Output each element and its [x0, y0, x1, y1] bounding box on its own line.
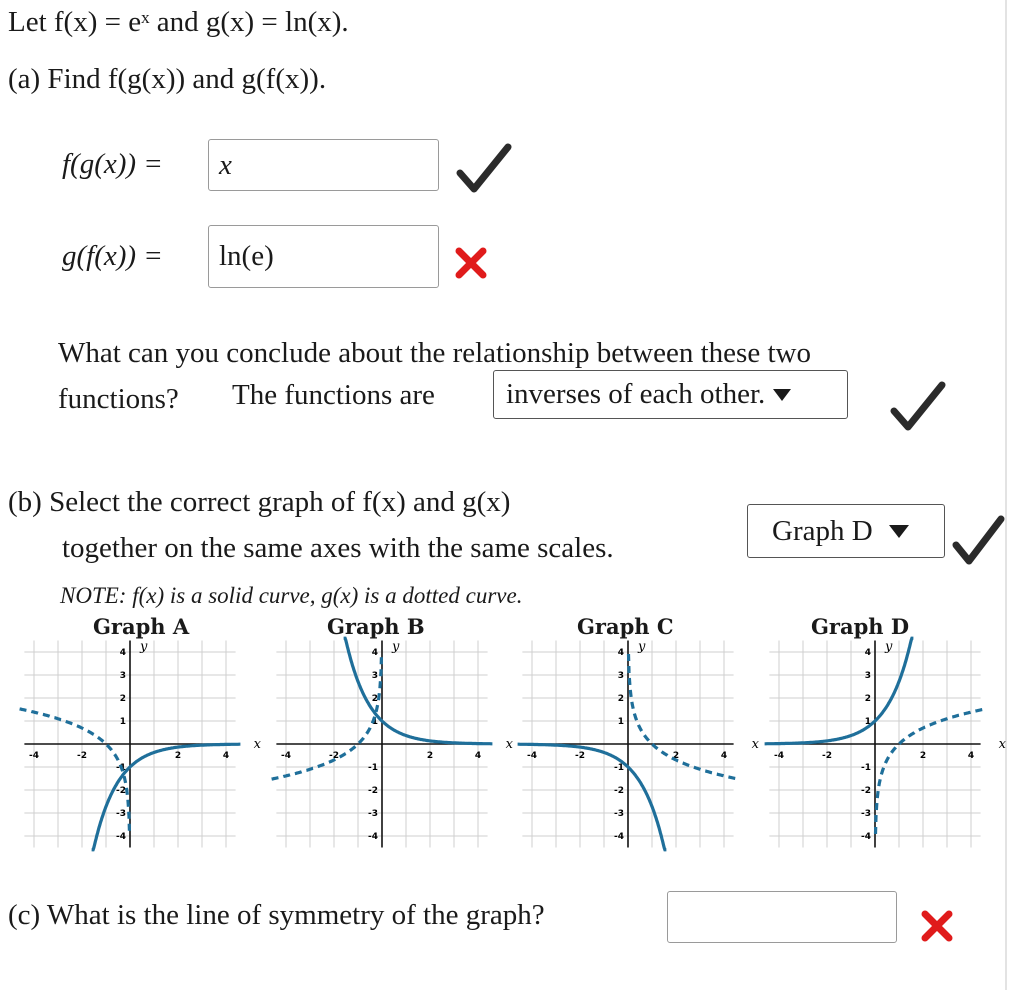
- cross-icon: [920, 909, 954, 943]
- part-b-prompt-line2: together on the same axes with the same scales.: [62, 532, 614, 564]
- graph-a-title: Graph A: [93, 614, 190, 639]
- cross-icon: [454, 246, 488, 280]
- y-tick-label: 4: [617, 648, 624, 658]
- x-tick-label: 2: [672, 751, 680, 761]
- graph-d-dotted-curve: [876, 709, 986, 834]
- x-tick-label: 4: [967, 751, 975, 761]
- conclusion-selected: inverses of each other.: [506, 378, 766, 410]
- y-tick-label: 4: [119, 648, 126, 658]
- y-tick-label: 2: [864, 694, 871, 704]
- x-tick-label: 2: [919, 751, 927, 761]
- y-tick-label: 3: [371, 671, 378, 681]
- graph-c[interactable]: [528, 640, 758, 850]
- x-tick-label: -4: [527, 751, 537, 761]
- x-axis-label: x: [998, 737, 1006, 752]
- x-tick-label: -4: [774, 751, 784, 761]
- y-tick-label: -1: [614, 763, 624, 773]
- intro-text: Let f(x) = eˣ and g(x) = ln(x).: [8, 6, 349, 38]
- x-tick-label: -2: [77, 751, 87, 761]
- y-axis-label: y: [140, 639, 148, 655]
- y-tick-label: 1: [371, 717, 378, 727]
- y-tick-label: -4: [368, 832, 378, 842]
- y-tick-label: -4: [116, 832, 126, 842]
- x-tick-label: -4: [281, 751, 291, 761]
- y-tick-label: 1: [617, 717, 624, 727]
- fgx-answer-input[interactable]: x: [208, 139, 439, 191]
- graph-a[interactable]: [30, 640, 260, 850]
- graph-selected: Graph D: [772, 514, 873, 547]
- graph-c-solid-curve: [518, 744, 667, 850]
- y-axis-label: y: [885, 639, 893, 655]
- y-tick-label: 2: [617, 694, 624, 704]
- y-tick-label: -3: [861, 809, 871, 819]
- y-tick-label: -1: [861, 763, 871, 773]
- graph-b[interactable]: [282, 640, 512, 850]
- check-icon: [456, 143, 512, 195]
- y-tick-label: -1: [116, 763, 126, 773]
- y-tick-label: 2: [371, 694, 378, 704]
- y-tick-label: 1: [119, 717, 126, 727]
- y-tick-label: -3: [368, 809, 378, 819]
- y-tick-label: 4: [371, 648, 378, 658]
- triangle-down-icon: [771, 387, 793, 403]
- graph-c-title: Graph C: [577, 614, 674, 639]
- y-tick-label: 3: [864, 671, 871, 681]
- y-axis-label: y: [392, 639, 400, 655]
- x-axis-label: x: [751, 737, 759, 752]
- y-tick-label: 4: [864, 648, 871, 658]
- part-a-prompt: (a) Find f(g(x)) and g(f(x)).: [8, 63, 327, 95]
- note-text: NOTE: f(x) is a solid curve, g(x) is a dotted curve.: [60, 583, 523, 608]
- graph-select-dropdown[interactable]: [747, 504, 945, 558]
- y-tick-label: -1: [368, 763, 378, 773]
- x-tick-label: 4: [222, 751, 230, 761]
- graph-d-title: Graph D: [811, 614, 910, 639]
- y-tick-label: -4: [614, 832, 624, 842]
- y-tick-label: -2: [368, 786, 378, 796]
- y-tick-label: 3: [119, 671, 126, 681]
- conclusion-prefix: The functions are: [232, 379, 435, 411]
- x-tick-label: -4: [29, 751, 39, 761]
- graph-a-dotted-curve: [20, 709, 130, 834]
- x-tick-label: -2: [575, 751, 585, 761]
- graph-b-title: Graph B: [327, 614, 425, 639]
- y-tick-label: -3: [116, 809, 126, 819]
- x-tick-label: 2: [426, 751, 434, 761]
- triangle-down-icon: [887, 522, 911, 540]
- x-tick-label: 2: [174, 751, 182, 761]
- y-tick-label: -2: [861, 786, 871, 796]
- y-tick-label: 3: [617, 671, 624, 681]
- conclusion-line2: functions?: [58, 383, 179, 415]
- x-tick-label: 4: [720, 751, 728, 761]
- page-right-border: [1005, 0, 1007, 990]
- symmetry-answer-input[interactable]: [667, 891, 897, 943]
- x-axis-label: x: [505, 737, 513, 752]
- y-tick-label: -4: [861, 832, 871, 842]
- graph-a-solid-curve: [92, 744, 241, 850]
- x-tick-label: 4: [474, 751, 482, 761]
- y-tick-label: -3: [614, 809, 624, 819]
- y-tick-label: -2: [614, 786, 624, 796]
- y-tick-label: 2: [119, 694, 126, 704]
- x-axis-label: x: [253, 737, 261, 752]
- gfx-label: g(f(x)) =: [62, 240, 163, 272]
- y-tick-label: -2: [116, 786, 126, 796]
- x-tick-label: -2: [822, 751, 832, 761]
- check-icon: [952, 515, 1004, 567]
- conclusion-line1: What can you conclude about the relationship between these two: [58, 337, 811, 369]
- conclusion-dropdown[interactable]: [493, 370, 848, 419]
- gfx-answer-input[interactable]: ln(e): [208, 225, 439, 288]
- y-tick-label: 1: [864, 717, 871, 727]
- x-tick-label: -2: [329, 751, 339, 761]
- part-c-prompt: (c) What is the line of symmetry of the graph?: [8, 899, 545, 931]
- graph-b-solid-curve: [344, 638, 493, 744]
- part-b-prompt-line1: (b) Select the correct graph of f(x) and g(x): [8, 486, 511, 518]
- graph-d[interactable]: [775, 640, 1005, 850]
- check-icon: [890, 381, 946, 433]
- y-axis-label: y: [638, 639, 646, 655]
- fgx-label: f(g(x)) =: [62, 148, 163, 180]
